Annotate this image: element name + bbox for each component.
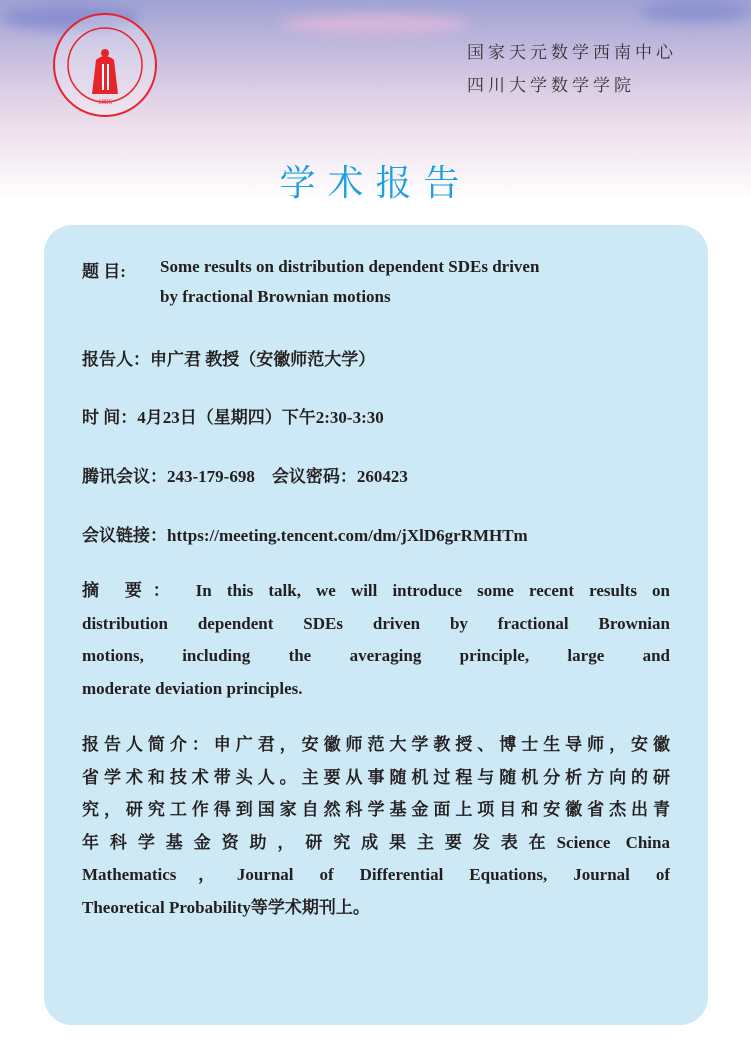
abstract-line: moderate deviation principles. (82, 678, 303, 698)
abstract (82, 575, 670, 705)
meeting-info: 腾讯会议：243-179-698 会议密码：260423 (82, 467, 408, 486)
logo-year: 1896 (98, 98, 112, 106)
topic-label: 题 目: (82, 262, 126, 281)
abstract-line: distribution dependent SDEs driven by fractional Brownian (82, 613, 670, 633)
speaker-bio (82, 729, 670, 924)
speaker: 报告人：申广君 教授（安徽师范大学） (82, 350, 376, 369)
topic-line-1: Some results on distribution dependent SDEs driven (160, 257, 540, 276)
time: 时 间：4月23日（星期四）下午2:30-3:30 (82, 408, 384, 427)
abstract-line: motions, including the averaging principle, large and (82, 646, 670, 665)
sichuan-university-logo (52, 12, 158, 118)
bio-line: 省学术和技术带头人。主要从事随机过程与随机分析方向的研 (82, 767, 670, 787)
meeting-link[interactable]: 会议链接：https://meeting.tencent.com/dm/jXlD6grRMHTm (82, 526, 528, 545)
bio-line: Mathematics，Journal of Differential Equations, Journal of (82, 865, 670, 884)
bio-line: 年科学基金资助，研究成果主要发表在Science China (82, 832, 670, 852)
bio-line: 报告人简介：申广君，安徽师范大学教授、博士生导师，安徽 (82, 735, 670, 754)
institution-1: 国家天元数学西南中心 (467, 43, 677, 62)
bio-line: 究，研究工作得到国家自然科学基金面上项目和安徽省杰出青 (82, 800, 670, 819)
abstract-and-bio (82, 575, 670, 924)
bio-line: Theoretical Probability等学术期刊上。 (82, 897, 370, 917)
page-title: 学术报告 (279, 163, 472, 203)
institution-2: 四川大学数学学院 (467, 76, 635, 95)
abstract-line: 摘 要： In this talk, we will introduce some recent results on (82, 581, 670, 600)
topic-line-2: by fractional Brownian motions (160, 287, 391, 306)
